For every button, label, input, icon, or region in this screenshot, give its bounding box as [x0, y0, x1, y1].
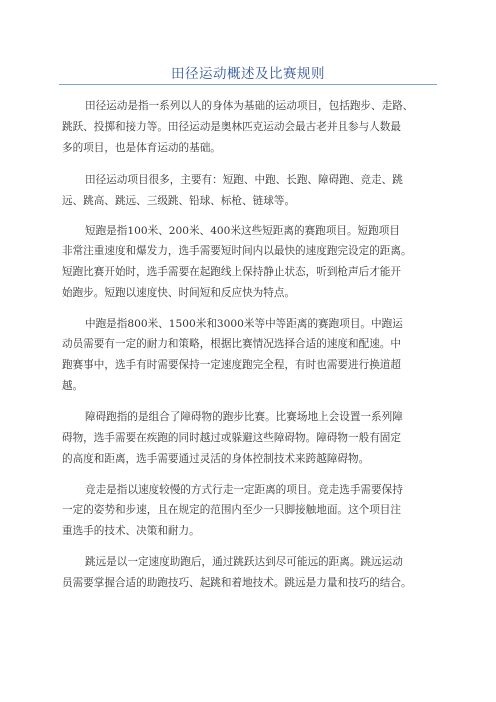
paragraph-line: 短跑比赛开始时，选手需要在起跑线上保持静止状态，听到枪声后才能开	[62, 266, 401, 278]
paragraph-line: 碍物，选手需要在疾跑的同时越过或躲避这些障碍物。障碍物一般有固定	[62, 432, 401, 444]
paragraph-line: 重选手的技术、决策和耐力。	[62, 525, 200, 537]
paragraph-line: 动员需要有一定的耐力和策略，根据比赛情况选择合适的速度和配速。中	[62, 338, 401, 350]
document-title: 田径运动概述及比赛规则	[171, 66, 325, 82]
paragraph-line: 竞走是指以速度较慢的方式行走一定距离的项目。竞走选手需要保持	[85, 484, 403, 496]
paragraph-line: 越。	[62, 380, 84, 392]
paragraph-line: 田径运动项目很多，主要有：短跑、中跑、长跑、障碍跑、竞走、跳	[85, 174, 403, 186]
paragraph-line: 远、跳高、跳远、三级跳、铅球、标枪、链球等。	[62, 195, 296, 207]
paragraph-line: 障碍跑指的是组合了障碍物的跑步比赛。比赛场地上会设置一系列障	[85, 411, 403, 423]
paragraph-line: 非常注重速度和爆发力，选手需要短时间内以最快的速度跑完设定的距离。	[62, 245, 412, 257]
title-underline	[59, 84, 437, 85]
paragraph-line: 的高度和距离，选手需要通过灵活的身体控制技术来跨越障碍物。	[62, 453, 370, 465]
paragraph-line: 跑赛事中，选手有时需要保持一定速度跑完全程，有时也需要进行换道超	[62, 359, 401, 371]
paragraph-line: 跳跃、投掷和接力等。田径运动是奥林匹克运动会最古老并且参与人数最	[62, 121, 401, 133]
paragraph-line: 员需要掌握合适的助跑技巧、起跳和着地技术。跳远是力量和技巧的结合。	[62, 577, 412, 589]
paragraph-line: 短跑是指100米、200米、400米这些短距离的赛跑项目。短跑项目	[85, 225, 400, 237]
paragraph-line: 一定的姿势和步速，且在规定的范围内至少一只脚接触地面。这个项目注	[62, 504, 401, 516]
paragraph-line: 多的项目，也是体育运动的基础。	[62, 142, 221, 154]
paragraph-line: 田径运动是指一系列以人的身体为基础的运动项目，包括跑步、走路、	[85, 100, 414, 112]
paragraph-line: 中跑是指800米、1500米和3000米等中等距离的赛跑项目。中跑运	[85, 318, 403, 330]
paragraph-line: 跳远是以一定速度助跑后，通过跳跃达到尽可能远的距离。跳远运动	[85, 556, 403, 568]
paragraph-line: 始跑步。短跑以速度快、时间短和反应快为特点。	[62, 287, 296, 299]
